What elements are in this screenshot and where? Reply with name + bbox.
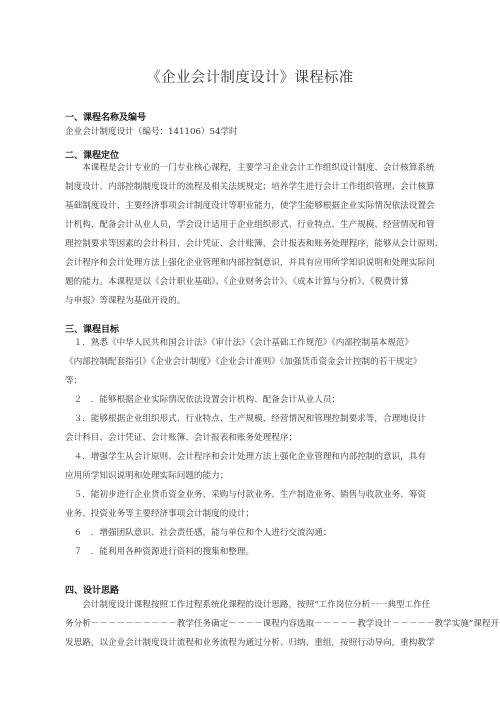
section-3-line: 会计科目、会计凭证、会计账簿、会计报表和账务处理程序； xyxy=(65,433,298,443)
section-3-line: ５．能初步进行企业货币资金业务、采购与付款业务、生产制造业务、销售与收款业务、筹资 xyxy=(65,490,426,500)
section-3-line: 《内部控制配套指引》《企业会计制度》《企业会计准则》《加强货币资金会计控制的若干规定》 xyxy=(65,357,422,367)
section-1-heading: 一、课程名称及编号 xyxy=(65,113,147,123)
section-3-line: 业务、投资业务等主要经济事项会计制度的设计； xyxy=(65,509,255,519)
section-2-line: 会计程序和会计处理方法上强化企业管理和内部控制意识，并具有应用所学知识说明和处理实际问 xyxy=(65,258,435,268)
section-2-line: 制度设计、内部控制制度设计的流程及相关法规规定；培养学生进行会计工作组织管理、会计核算 xyxy=(65,182,435,192)
section-2-line: 计机构、配备会计从业人员，学会设计适用于企业组织形式、行业特点、生产规模、经营情况和管 xyxy=(65,220,435,230)
section-4-paragraph xyxy=(65,596,500,653)
section-3-line: 等； xyxy=(65,376,83,386)
section-2-line: 与申报》等课程为基础开设的。 xyxy=(65,296,186,306)
page-title: 《企业会计制度设计》课程标准 xyxy=(146,70,354,86)
section-2-line: 理控制要求等因素的会计科目、会计凭证、会计账簿、会计报表和账务处理程序，能够从会计原则、 xyxy=(65,239,444,249)
section-4-line: 务分析－－－－－－－－－－教学任务确定－－－－课程内容选取－－－－－教学设计－－－－－教学实施”课程开 xyxy=(65,619,500,629)
section-3-line: 应用所学知识说明和处理实际问题的能力； xyxy=(65,471,229,481)
section-2-line: 基础制度设计、主要经济事项会计制度设计等职业能力，使学生能够根据企业实际情况依法设置会 xyxy=(65,201,435,211)
section-3-line: ３．能够根据企业组织形式、行业特点、生产规模、经营情况和管理控制要求等，合理地设计 xyxy=(65,414,426,424)
section-2-paragraph xyxy=(65,159,455,311)
section-3-paragraph xyxy=(65,334,455,562)
section-2-line: 本课程是会计专业的一门专业核心课程，主要学习企业会计工作组织设计制度、会计核算系统 xyxy=(65,163,435,173)
section-3-line: ７ ．能利用各种资源进行资料的搜集和整理。 xyxy=(65,547,255,557)
section-4-line: 发思路，以企业会计制度设计流程和业务流程为通过分析、归纳、重组，按照行动导向，重构教学 xyxy=(65,638,435,648)
section-2-heading: 二、课程定位 xyxy=(65,151,120,161)
section-3-line: ２ ．能够根据企业实际情况依法设置会计机构、配备会计从业人员； xyxy=(65,395,341,405)
section-4-heading: 四、设计思路 xyxy=(65,586,120,596)
section-3-line: ４．增强学生从会计原则、会计程序和会计处理方法上强化企业管理和内部控制的意识，具有 xyxy=(65,452,426,462)
section-1-text xyxy=(65,123,455,142)
section-3-line: ６ ．增强团队意识、社会责任感，能与单位和个人进行交流沟通； xyxy=(65,528,332,538)
section-2-line: 题的能力。本课程是以《会计职业基础》、《企业财务会计》、《成本计算与分析》、《税费计算 xyxy=(65,277,409,287)
section-4-line: 会计制度设计课程按照工作过程系统化课程的设计思路，按照“工作岗位分析一一典型工作任 xyxy=(65,600,431,610)
section-1-line: 企业会计制度设计（编号：141106）54学时 xyxy=(65,127,238,137)
section-3-heading: 三、课程目标 xyxy=(65,325,120,335)
section-3-line: １．熟悉《中华人民共和国会计法》《审计法》《会计基础工作规范》《内部控制基本规范》 xyxy=(65,338,414,348)
